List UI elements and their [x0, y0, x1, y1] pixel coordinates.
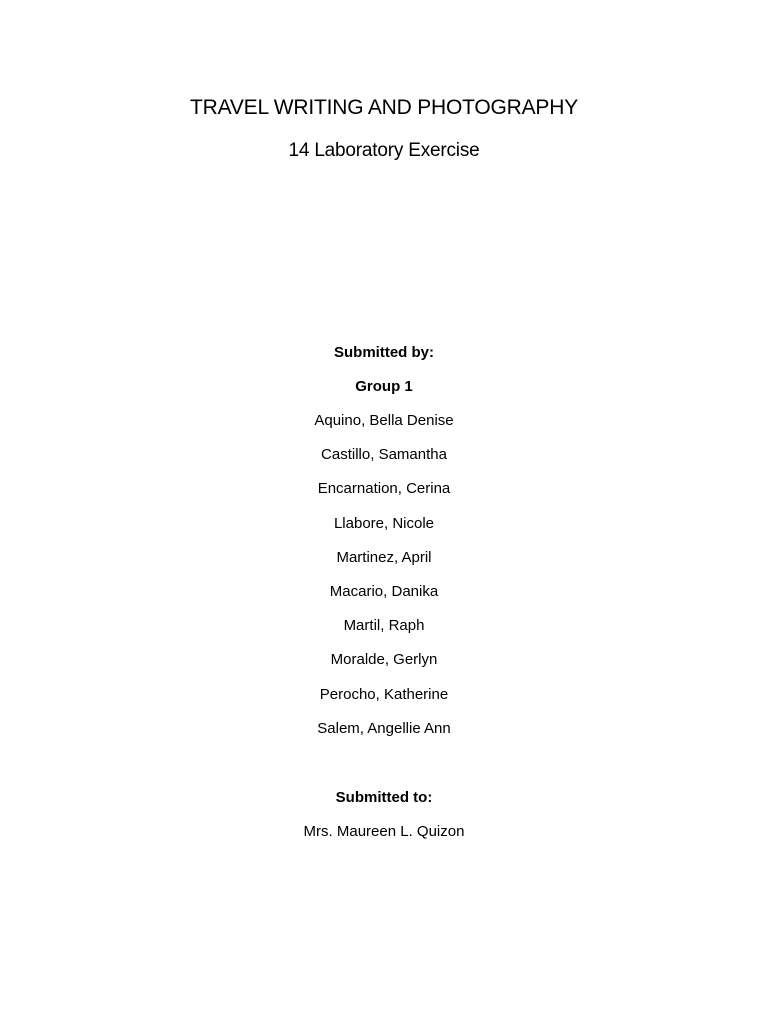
document-title: TRAVEL WRITING AND PHOTOGRAPHY — [190, 96, 578, 119]
member-name: Martinez, April — [336, 548, 432, 566]
member-name: Martil, Raph — [343, 617, 425, 635]
member-name: Llabore, Nicole — [333, 514, 435, 532]
member-name: Aquino, Bella Denise — [314, 412, 454, 429]
member-name: Moralde, Gerlyn — [330, 651, 438, 669]
group-name: Group 1 — [355, 378, 413, 395]
member-name: Salem, Angellie Ann — [317, 719, 451, 737]
member-name: Castillo, Samantha — [321, 446, 447, 464]
member-name: Macario, Danika — [329, 582, 439, 600]
submitted-to-label: Submitted to: — [335, 789, 433, 806]
submitted-by-label: Submitted by: — [334, 344, 434, 361]
member-name: Perocho, Katherine — [319, 685, 449, 703]
member-list — [0, 411, 768, 753]
instructor-name: Mrs. Maureen L. Quizon — [303, 823, 465, 840]
member-name: Encarnation, Cerina — [317, 480, 451, 498]
document-subtitle: 14 Laboratory Exercise — [288, 140, 480, 161]
